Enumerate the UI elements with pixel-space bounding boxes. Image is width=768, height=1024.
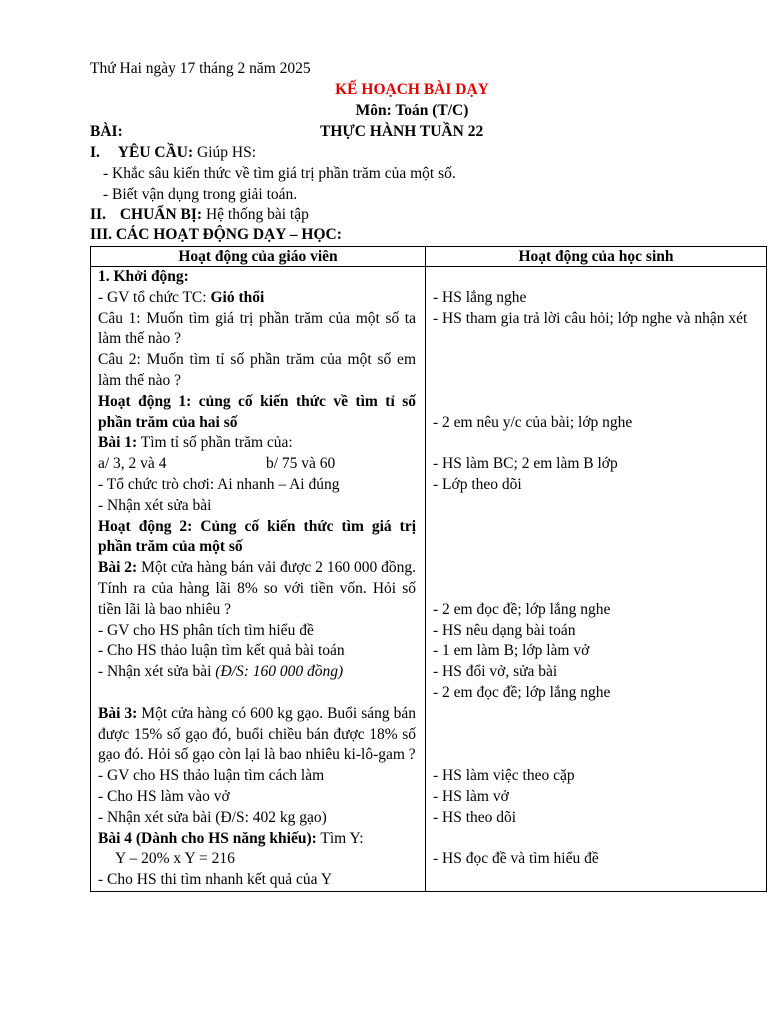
student-response: - HS nêu dạng bài toán	[433, 621, 576, 639]
student-response: - HS theo dõi	[433, 808, 517, 826]
game-name: Gió thổi	[210, 288, 265, 306]
student-response: - HS làm việc theo cặp	[433, 767, 575, 785]
section-number: I.	[90, 144, 100, 161]
student-response: - HS làm vở	[433, 787, 509, 805]
student-response: - 1 em làm B; lớp làm vở	[433, 642, 590, 660]
date-line: Thứ Hai ngày 17 tháng 2 năm 2025	[90, 60, 311, 77]
student-response: - HS lắng nghe	[433, 288, 527, 306]
exercise-2: Bài 2: Một cửa hàng bán vải được 2 160 000 đồng. Tính ra của hàng lãi 8% so với tiền vốn. Hỏi số tiền lãi là bao nhiêu ?	[98, 559, 417, 618]
student-response: - 2 em đọc đề; lớp lắng nghe	[433, 683, 611, 701]
exercise-3: Bài 3: Một cửa hàng có 600 kg gạo. Buổi sáng bán được 15% số gạo đó, buổi chiều bán được 18% số gạo đó. Hỏi số gạo còn lại là bao nhiêu ki-lô-gam ?	[98, 704, 416, 764]
requirement-item: - Khắc sâu kiến thức về tìm giá trị phần trăm của một số.	[103, 165, 456, 182]
warmup-heading: 1. Khởi động:	[98, 268, 189, 285]
section-text: Hệ thống bài tập	[202, 206, 309, 223]
teacher-activities-cell	[91, 267, 426, 892]
table-row	[91, 267, 767, 892]
lesson-title: THỰC HÀNH TUẦN 22	[320, 123, 484, 140]
student-response: - HS đọc đề và tìm hiểu đề	[433, 850, 599, 868]
question-2: Câu 2: Muốn tìm tỉ số phần trăm của một số em làm thế nào ?	[98, 351, 416, 389]
exercise-3-step: - GV cho HS thảo luận tìm cách làm	[98, 767, 325, 785]
student-response: - HS đổi vở, sửa bài	[433, 663, 558, 681]
exercise-2-fix: - Nhận xét sửa bài (Đ/S: 160 000 đồng)	[98, 663, 344, 681]
exercise-4-step: - Cho HS thi tìm nhanh kết quả của Y	[98, 871, 333, 889]
exercise-3-step: - Cho HS làm vào vở	[98, 787, 230, 805]
column-header-student: Hoạt động của học sinh	[426, 247, 767, 267]
student-response: - 2 em nêu y/c của bài; lớp nghe	[433, 413, 633, 431]
exercise-1-fix: - Nhận xét sửa bài	[98, 496, 212, 514]
table-header-row	[91, 247, 767, 267]
exercise-1-game: - Tổ chức trò chơi: Ai nhanh – Ai đúng	[98, 475, 340, 493]
student-response: - HS tham gia trả lời câu hỏi; lớp nghe và nhận xét	[433, 309, 748, 327]
question-1: Câu 1: Muốn tìm giá trị phần trăm của một số ta làm thế nào ?	[98, 309, 416, 348]
activities-table	[90, 246, 767, 892]
exercise-4: Bài 4 (Dành cho HS năng khiếu): Tìm Y:	[98, 829, 364, 847]
exercise-1: Bài 1: Tìm tỉ số phần trăm của:	[98, 434, 293, 452]
game-line: - GV tổ chức TC: Gió thổi	[98, 288, 265, 306]
exercise-4-equation: Y – 20% x Y = 216	[115, 850, 235, 868]
exercise-2-step: - Cho HS thảo luận tìm kết quả bài toán	[98, 642, 345, 660]
exercise-3-fix: - Nhận xét sửa bài (Đ/S: 402 kg gạo)	[98, 808, 327, 826]
document-title: KẾ HOẠCH BÀI DẠY	[335, 81, 489, 98]
section-heading: CHUẨN BỊ:	[119, 206, 203, 223]
student-activities-cell	[426, 267, 767, 892]
student-response: - 2 em đọc đề; lớp lắng nghe	[433, 600, 611, 618]
requirement-item: - Biết vận dụng trong giải toán.	[103, 186, 298, 203]
section-activities-heading: III. CÁC HOẠT ĐỘNG DẠY – HỌC:	[90, 226, 342, 243]
activity-2-heading: Hoạt động 2: Củng cố kiến thức tìm giá trị phần trăm của một số	[98, 517, 416, 556]
column-header-teacher: Hoạt động của giáo viên	[91, 247, 426, 267]
student-response: - Lớp theo dõi	[433, 475, 522, 493]
exercise-2-answer: (Đ/S: 160 000 đồng)	[215, 663, 344, 681]
section-preparation	[90, 205, 309, 225]
section-heading: YÊU CẦU:	[117, 144, 194, 161]
student-response: - HS làm BC; 2 em làm B lớp	[433, 455, 618, 473]
exercise-1-parts: a/ 3, 2 và 4 b/ 75 và 60	[98, 455, 336, 473]
section-number: II.	[90, 206, 106, 223]
lesson-label: BÀI:	[90, 123, 123, 140]
section-text: Giúp HS:	[193, 144, 257, 161]
subject-line: Môn: Toán (T/C)	[355, 102, 469, 119]
activity-1-heading: Hoạt động 1: củng cố kiến thức về tìm tỉ số phần trăm của hai số	[98, 392, 416, 431]
section-requirements	[90, 143, 256, 163]
exercise-2-step: - GV cho HS phân tích tìm hiểu đề	[98, 621, 314, 639]
